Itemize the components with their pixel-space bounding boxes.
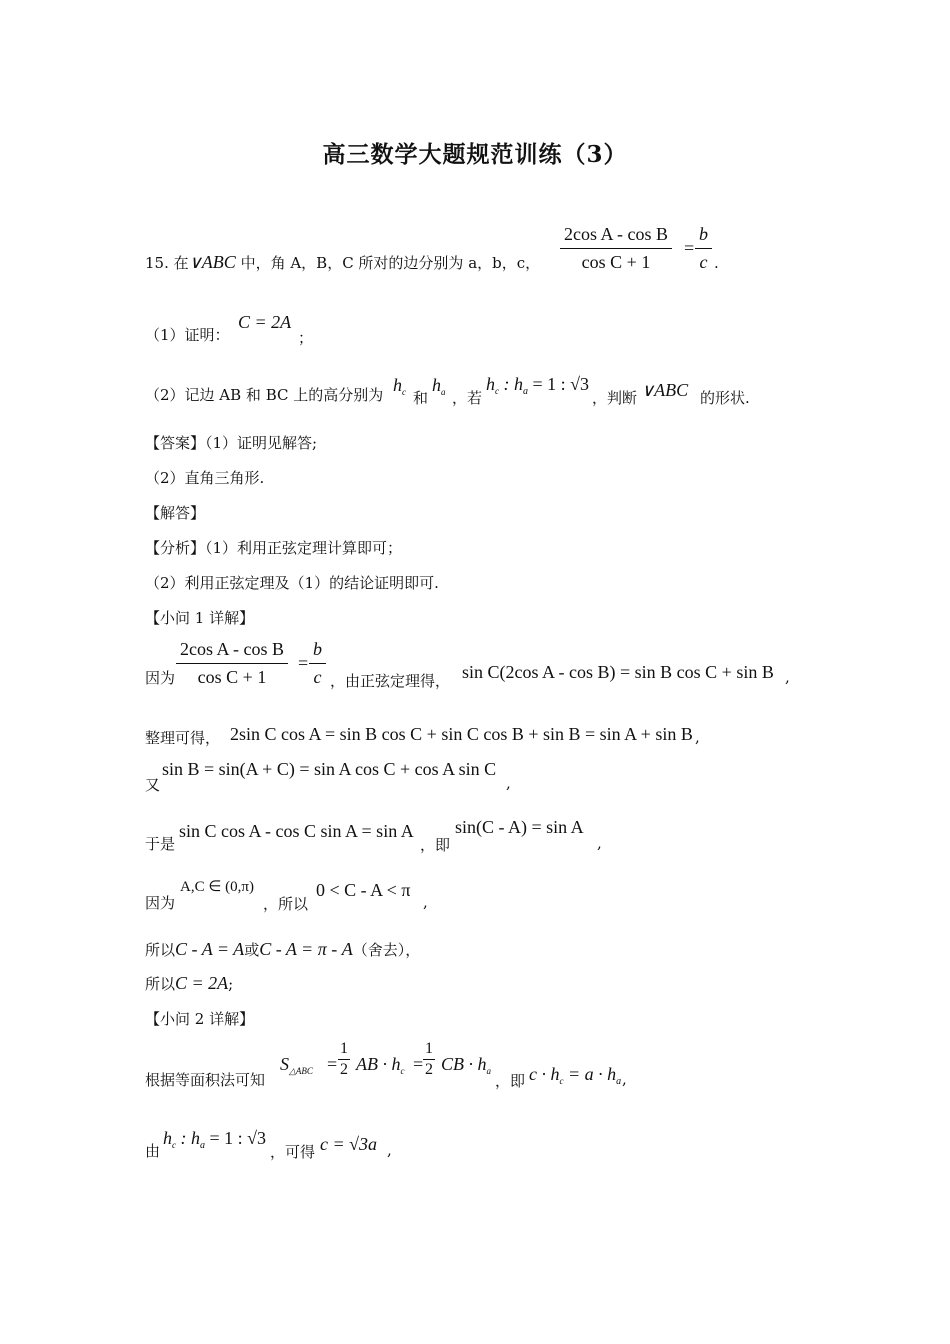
equals-sign: =	[684, 238, 695, 258]
b-over-c-fraction-2: $\frac{b}{c}$	[309, 639, 326, 688]
hc-symbol: $h_c$	[393, 375, 406, 397]
comma: ,	[597, 834, 602, 852]
because2-text: 因为	[145, 894, 176, 912]
ratio-expression: $h_c$ : $h_a = 1$ : √3	[486, 374, 590, 397]
analysis-line2: （2）利用正弦定理及（1）的结论证明即可.	[145, 574, 439, 592]
tail-text: 的形状.	[700, 389, 750, 407]
equals-sign-4: =	[413, 1054, 424, 1074]
comma: ,	[695, 728, 700, 746]
organize-equation: 2sin C cos A = sin B cos C + sin C cos B + sin B = sin A + sin B	[230, 724, 693, 744]
area-symbol: $S_{\triangle ABC}$	[280, 1054, 313, 1076]
part1-equation: C = 2A	[238, 312, 292, 332]
range-expression: A,C ∈ (0,π)	[180, 879, 254, 895]
comma: ,	[506, 774, 511, 792]
ab-hc: AB · $h_c$	[356, 1054, 405, 1076]
comma: ,	[387, 1141, 392, 1159]
namely-text: ，即	[420, 836, 451, 854]
q2-label: 【小问 2 详解】	[145, 1010, 255, 1028]
thus-text: 于是	[145, 835, 176, 853]
part1: （1）证明：	[145, 326, 230, 344]
cb-ha: CB · $h_a$	[441, 1054, 492, 1076]
because-fraction: $\frac{\text{2cos A - cos B}}{\text{cos C + 1}}$	[176, 639, 288, 688]
problem-statement: 15. 在∨ABC 中，角 A，B，C 所对的边分别为 a，b，c，	[145, 252, 541, 272]
comma: ,	[622, 1070, 627, 1088]
answer-line2: （2）直角三角形.	[145, 469, 265, 487]
solution-label: 【解答】	[145, 504, 206, 522]
comma: ,	[423, 893, 428, 911]
so2-line: 所以C - A = A或C - A = π - A（舍去），	[145, 939, 421, 959]
half-fraction-1: $\frac{1}{2}$	[340, 1040, 348, 1078]
page-title: 高三数学大题规范训练（3）	[322, 141, 628, 168]
thus-equation: sin C cos A - cos C sin A = sin A	[179, 821, 414, 841]
part1-suffix: ；	[298, 329, 314, 347]
namely2-text: ，即	[495, 1072, 526, 1090]
judge-text: ，判断	[592, 389, 638, 407]
so-text: ，所以	[263, 895, 309, 913]
ratio2-expression: $h_c$ : $h_a = 1$ : √3	[163, 1128, 267, 1151]
result-equation: c = √3a	[320, 1134, 378, 1154]
area-result: $c \cdot h_c = a \cdot h_a$	[529, 1064, 622, 1087]
sine-equation: sin C(2cos A - cos B) = sin B cos C + sin B	[462, 662, 774, 682]
again-text: 又	[145, 776, 161, 794]
from-text: 由	[145, 1142, 161, 1160]
half-fraction-2: $\frac{1}{2}$	[425, 1040, 433, 1078]
comma: ,	[785, 668, 790, 686]
again-equation: sin B = sin(A + C) = sin A cos C + cos A sin C	[162, 759, 497, 779]
period: .	[714, 254, 719, 272]
range2-expression: 0 < C - A < π	[316, 880, 411, 900]
organize-text: 整理可得，	[145, 729, 221, 747]
q1-label: 【小问 1 详解】	[145, 609, 255, 627]
by-sine-text: ，由正弦定理得，	[330, 672, 451, 690]
b-over-c-fraction: $\frac{b}{c}$	[695, 224, 712, 273]
problem-fraction: $\frac{\text{2cos A - cos B}}{\text{cos C + 1}}$	[560, 224, 672, 273]
equals-sign-3: =	[327, 1054, 338, 1074]
area-text: 根据等面积法可知	[145, 1071, 266, 1089]
if-text: ，若	[452, 389, 483, 407]
analysis-line1: 【分析】（1）利用正弦定理计算即可；	[145, 539, 403, 557]
triangle-symbol: ∨ABC	[641, 380, 689, 400]
answer-label: 【答案】（1）证明见解答;	[145, 434, 318, 452]
namely-equation: sin(C - A) = sin A	[455, 817, 584, 837]
ha-symbol: $h_a$	[432, 375, 446, 397]
equals-sign-2: =	[298, 653, 309, 673]
because-text: 因为	[145, 669, 176, 687]
so3-line: 所以C = 2A;	[145, 973, 234, 993]
get-text: ，可得	[270, 1143, 316, 1161]
part2: （2）记边 AB 和 BC 上的高分别为	[145, 386, 384, 404]
and-text: 和	[413, 389, 429, 407]
